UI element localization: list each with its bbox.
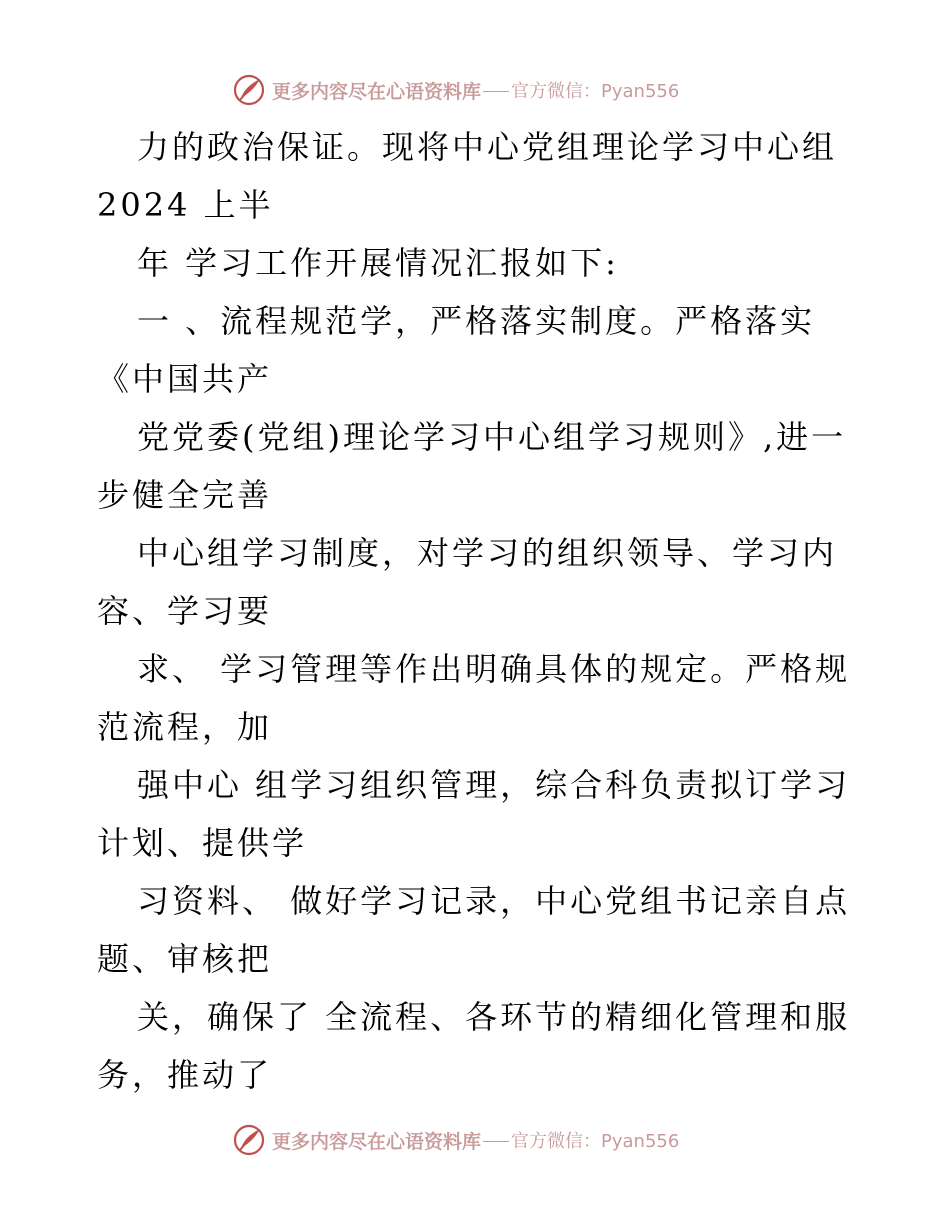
header-watermark: [232, 70, 712, 110]
text-line: 关，确保了 全流程、各环节的精细化管理和服: [137, 998, 851, 1036]
feather-pen-logo-icon: [232, 1123, 266, 1157]
text-line: 中心组学习制度，对学习的组织领导、学习内: [137, 534, 838, 572]
text-line: 力的政治保证。现将中心党组理论学习中心组: [137, 128, 838, 166]
document-body: [97, 118, 857, 1104]
feather-pen-logo-icon: [232, 73, 266, 107]
text-line: 求、 学习管理等作出明确具体的规定。严格规: [137, 650, 851, 688]
text-line: 党党委(党组)理论学习中心组学习规则》,进一: [137, 418, 847, 456]
footer-watermark-dash: [483, 1141, 509, 1142]
text-line: 容、学习要: [97, 592, 273, 630]
text-line: 习资料、 做好学习记录，中心党组书记亲自点: [137, 882, 851, 920]
text-line: 强中心 组学习组织管理，综合科负责拟订学习: [137, 766, 851, 804]
text-line: 步健全完善: [97, 476, 273, 514]
footer-watermark-wechat: 官方微信：Pyan556: [511, 1131, 680, 1152]
text-line: 题、审核把: [97, 940, 273, 978]
footer-watermark-title: 更多内容尽在心语资料库: [272, 1130, 482, 1153]
text-line: 计划、提供学: [97, 824, 308, 862]
header-watermark-title: 更多内容尽在心语资料库: [272, 80, 482, 103]
text-line: 2024 上半: [97, 186, 274, 224]
header-watermark-wechat: 官方微信：Pyan556: [511, 81, 680, 102]
header-watermark-dash: [483, 91, 509, 92]
text-line: 务，推动了: [97, 1056, 273, 1094]
text-line: 《中国共产: [97, 360, 273, 398]
text-line: 范流程，加: [97, 708, 273, 746]
text-line: 年 学习工作开展情况汇报如下:: [137, 244, 619, 282]
text-line: 一 、流程规范学，严格落实制度。严格落实: [137, 302, 816, 340]
footer-watermark: [232, 1120, 712, 1160]
